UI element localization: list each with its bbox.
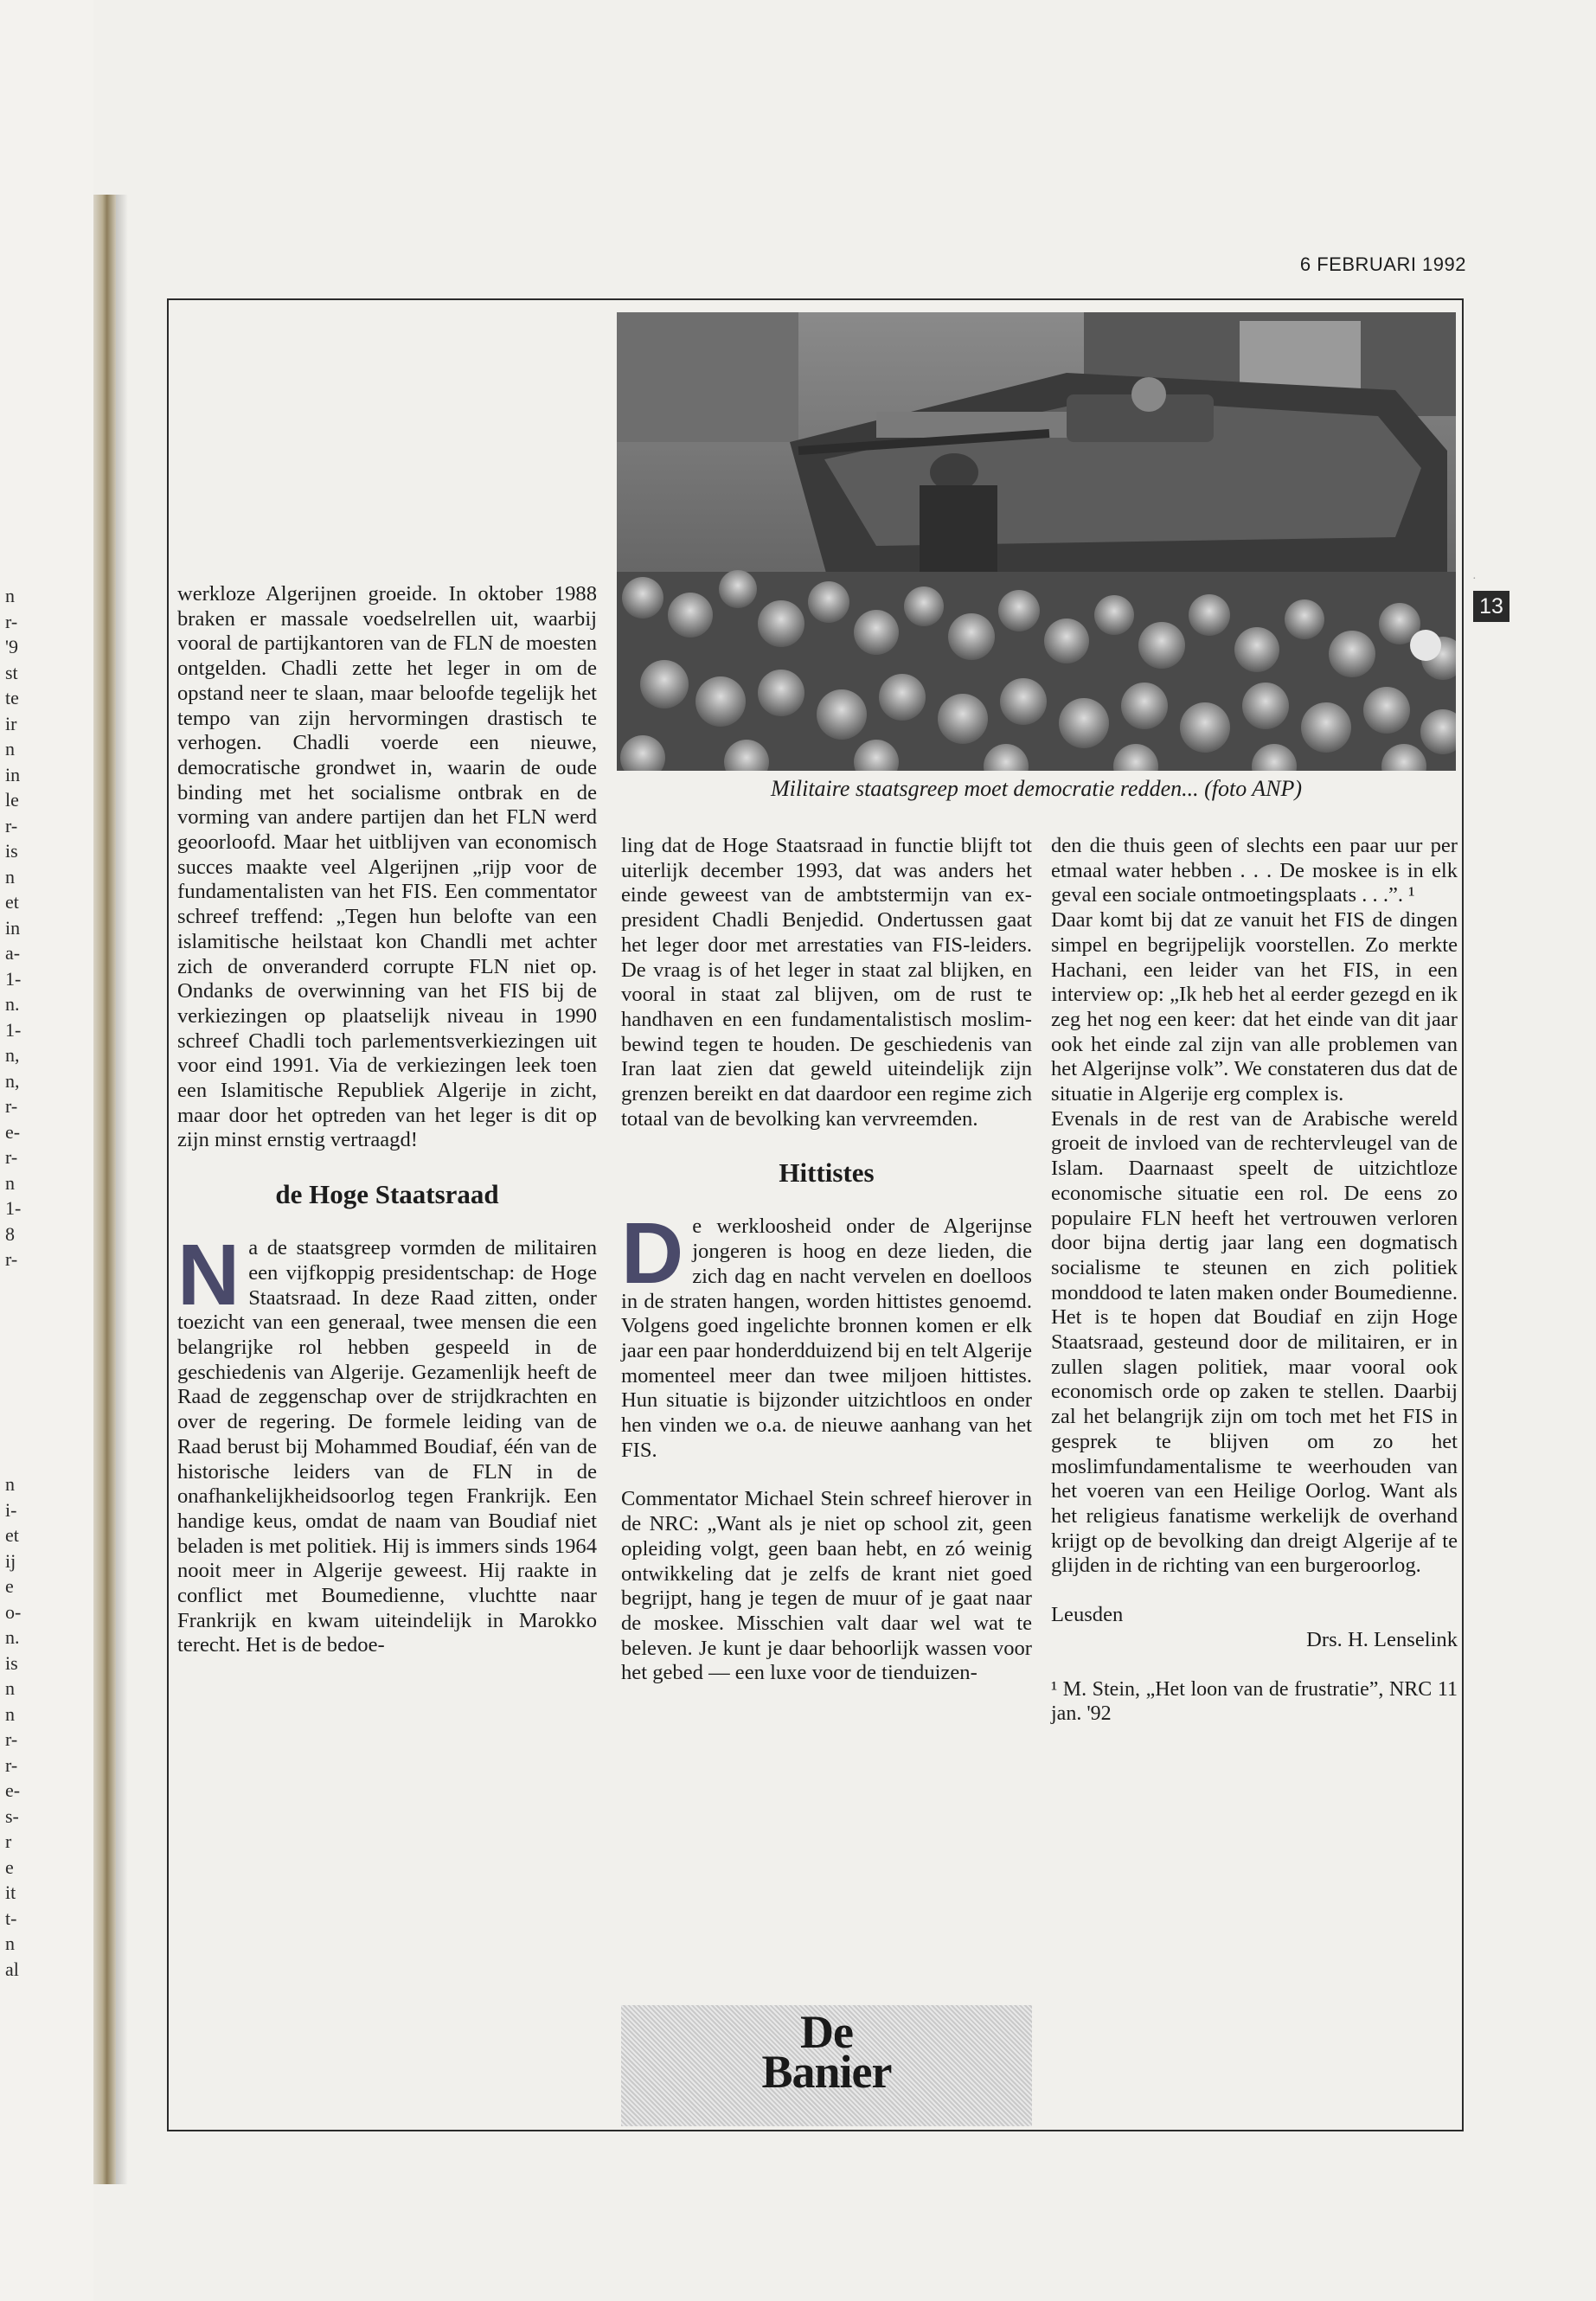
previous-page-fragment: n <box>5 1932 15 1954</box>
page-number-badge: 13 <box>1473 591 1509 622</box>
previous-page-fragment: n <box>5 1171 15 1194</box>
column-3-p1: den die thuis geen of slechts een paar uur per etmaal water hebben . . . De moskee is in elk geval een sociale ontmoetingsplaats . . .”. ¹ <box>1051 834 1458 907</box>
previous-page-fragment: ij <box>5 1549 16 1572</box>
column-1-section-text: a de staatsgreep vormden de militairen een vijfkoppig presidentschap: de Hoge Staatsraad. In deze Raad zitten, onder toezicht van een generaal, twee mensen die een belangrijke rol hebben gespeeld in de geschiedenis van Algerije. Gezamenlijk heeft de Raad de zeggenschap over de strijdkrachten en over de regering. De formele leiding van de Raad berust bij Mohammed Boudiaf, één van de historische leiders van de FLN in de onafhankelijkheidsoorlog tegen Frankrijk. Een handige keus, omdat de naam van Boudiaf niet beladen is met politiek. Hij is immers sinds 1964 nooit meer in Algerije geweest. Hij raakte in conflict met Boumedienne, vluchtte naar Frankrijk en kwam uiteindelijk in Marokko terecht. Het is de bedoe- <box>177 1236 597 1657</box>
footnote: ¹ M. Stein, „Het loon van de frustratie”, NRC 11 jan. '92 <box>1051 1677 1458 1726</box>
heading-hoge-staatsraad: de Hoge Staatsraad <box>275 1179 499 1210</box>
previous-page-fragment: r <box>5 1830 12 1852</box>
previous-page-edge <box>0 0 93 2301</box>
previous-page-fragment: n, <box>5 1044 20 1066</box>
previous-page-fragment: n <box>5 1677 15 1699</box>
previous-page-fragment: st <box>5 661 18 683</box>
news-photo <box>617 312 1456 771</box>
logo-line-2: Banier <box>761 2046 892 2098</box>
previous-page-fragment: 1- <box>5 1018 22 1041</box>
previous-page-fragment: r- <box>5 814 18 836</box>
previous-page-fragment: 1- <box>5 967 22 990</box>
previous-page-fragment: al <box>5 1958 19 1980</box>
column-2-section-text: e werkloosheid onder de Algerijnse jongeren is hoog en deze lieden, die zich dag en nacht vervelen en doelloos in de straten hangen, worden hittistes genoemd. Volgens goed ingelichte bronnen komen er elk jaar een paar honderdduizend bij en telt Algerije momenteel meer dan twee miljoen hittistes. Hun situatie is bijzonder uitzichtloos en onder hen vinden we o.a. de nieuwe aanhang van het FIS. <box>621 1215 1032 1462</box>
previous-page-fragment: it <box>5 1881 16 1903</box>
previous-page-fragment: n <box>5 738 15 760</box>
previous-page-fragment: n <box>5 1702 15 1725</box>
previous-page-fragment: n <box>5 585 15 606</box>
page-date: 6 FEBRUARI 1992 <box>1299 253 1466 275</box>
previous-page-fragment: n <box>5 1473 15 1495</box>
previous-page-fragment: et <box>5 1524 19 1546</box>
previous-page-fragment: e <box>5 1856 14 1878</box>
previous-page-fragment: 1- <box>5 1197 22 1219</box>
previous-page-fragment: r- <box>5 1753 18 1776</box>
de-banier-logo <box>621 2006 1032 2098</box>
previous-page-fragment: r- <box>5 1248 18 1270</box>
previous-page-fragment: o- <box>5 1600 22 1623</box>
heading-hittistes: Hittistes <box>779 1157 875 1189</box>
previous-page-fragment: is <box>5 1651 18 1674</box>
previous-page-fragment: n <box>5 865 15 888</box>
previous-page-fragment: r- <box>5 1728 18 1750</box>
dropcap-d: D <box>621 1205 684 1303</box>
column-3-p2: Daar komt bij dat ze vanuit het FIS de dingen simpel en begrijpelijk voorstellen. Zo merkte Hachani, een leider van het FIS, in een interview op: „Ik heb het al eerder gezegd en ik zeg het nog een keer: dat het einde van dit jaar ook het einde zal zijn van alle problemen van het Algerijnse volk”. We constateren dus dat de situatie in Algerije erg complex is. <box>1051 908 1458 1106</box>
gutter-shadow <box>116 195 128 2184</box>
previous-page-fragment: s- <box>5 1804 19 1827</box>
column-2-section <box>621 1205 1032 1463</box>
previous-page-fragment: n. <box>5 993 20 1015</box>
previous-page-fragment: ir <box>5 712 17 734</box>
previous-page-fragment: a- <box>5 942 21 964</box>
place: Leusden <box>1051 1603 1124 1627</box>
author-signature: Drs. H. Lenselink <box>1306 1627 1458 1651</box>
photo-illustration <box>617 312 1456 771</box>
de-banier-logo-box <box>621 2005 1032 2126</box>
column-3-p3: Evenals in de rest van de Arabische wereld groeit de invloed van de rechtervleugel van de Islam. Daarnaast speelt de uitzichtloze economische situatie een rol. De eens zo populaire FLN heeft het vertrouwen verloren door bijna dertig jaar lang een dogmatisch socialisme te steunen en zich politiek monddood te laten maken onder Boumedienne. Het is te hopen dat Boudiaf en zijn Hoge Staatsraad, gesteund door de militairen, er in zullen slagen politiek, maar vooral ook economisch orde op zaken te stellen. Daarbij zal het belangrijk zijn om toch met het FIS in gesprek te blijven om zo het moslimfundamentalisme te weerhouden van het voeren van een Heilige Oorlog. Want als het religieus fanatisme werkelijk de overhand krijgt op de bevolking dan dreigt Algerije af te glijden in de richting van een burgeroorlog. <box>1051 1106 1458 1578</box>
previous-page-fragment: e <box>5 1575 14 1597</box>
previous-page-fragment: e- <box>5 1779 21 1801</box>
previous-page-fragment: r- <box>5 1146 18 1168</box>
column-1 <box>177 582 597 1658</box>
page-gutter <box>93 195 116 2184</box>
column-1-section <box>177 1227 597 1658</box>
dropcap-n: N <box>177 1227 240 1324</box>
previous-page-fragment: '9 <box>5 636 18 657</box>
column-2 <box>621 834 1032 1686</box>
logo-line-1: De <box>800 2006 853 2058</box>
previous-page-fragment: te <box>5 687 19 708</box>
column-2-intro: ling dat de Hoge Staatsraad in functie blijft tot uiterlijk december 1993, dat was anders het einde geweest van de ambtstermijn van ex-president Chadli Benjedid. Ondertussen gaat het leger door met arrestaties van FIS-leiders. De vraag is of het leger in staat zal blijken, en vooral in staat zal blijven, om de rust te handhaven en een fundamentalistisch moslim-bewind tegen te houden. De geschiedenis van Iran laat zien dat geweld uiteindelijk zijn grenzen bereikt en dat daardoor een regime zich totaal van de bevolking kan vervreemden. <box>621 834 1032 1131</box>
previous-page-fragment: t- <box>5 1907 17 1929</box>
previous-page-fragment: in <box>5 763 21 785</box>
previous-page-fragment: r- <box>5 610 18 632</box>
previous-page-fragment: in <box>5 916 21 939</box>
badge-mark: · <box>1472 573 1477 586</box>
previous-page-fragment: is <box>5 840 18 862</box>
previous-page-fragment: et <box>5 891 19 913</box>
previous-page-fragment: e- <box>5 1120 21 1143</box>
photo-caption: Militaire staatsgreep moet democratie redden... (foto ANP) <box>770 776 1303 801</box>
previous-page-fragment: r- <box>5 1095 18 1117</box>
column-1-intro: werkloze Algerijnen groeide. In oktober 1988 braken er massale voedselrellen uit, waarbij vooral de partijkantoren van de FLN de moesten ontgelden. Chadli zette het leger in om de opstand neer te slaan, maar beloofde tegelijk het tempo van zijn hervormingen drastisch te verhogen. Chadli voerde een nieuwe, democratische grondwet in, waarin de oude binding met het socialisme ontbrak en de vorming van andere partijen dan het FLN werd geoorloofd. Maar het uitblijven van economisch succes maakte veel Algerijnen „rijp voor de fundamentalisten van het FIS. Een commentator schreef treffend: „Tegen hun belofte van een islamitische heilstaat kon Chandli met achter zich de onveranderd corrupte FLN niet op. Ondanks de overwinning van het FIS bij de verkiezingen op plaatselijk niveau in 1990 schreef Chadli toch parlementsverkiezingen uit voor eind 1991. Via de verkiezingen leek toen een Islamitische Republiek Algerije in zicht, maar door het optreden van het leger is dit op zijn minst ernstig vertraagd! <box>177 582 597 1152</box>
previous-page-fragment: i- <box>5 1498 17 1521</box>
previous-page-fragment: n. <box>5 1626 20 1648</box>
previous-page-fragment: le <box>5 789 19 811</box>
previous-page-fragment: n, <box>5 1069 20 1092</box>
column-2-quote: Commentator Michael Stein schreef hierover in de NRC: „Want als je niet op school zit, geen opleiding volgt, geen baan hebt, en zó weinig ontwikkeling dat je zelfs de krant niet goed begrijpt, hang je tegen de muur of je gaat naar de moskee. Misschien valt daar wel wat te beleven. Je kunt je daar behoorlijk wassen voor het gebed — een luxe voor de tienduizen- <box>621 1487 1032 1685</box>
previous-page-fragment: 8 <box>5 1222 15 1245</box>
column-3 <box>1051 834 1458 1727</box>
